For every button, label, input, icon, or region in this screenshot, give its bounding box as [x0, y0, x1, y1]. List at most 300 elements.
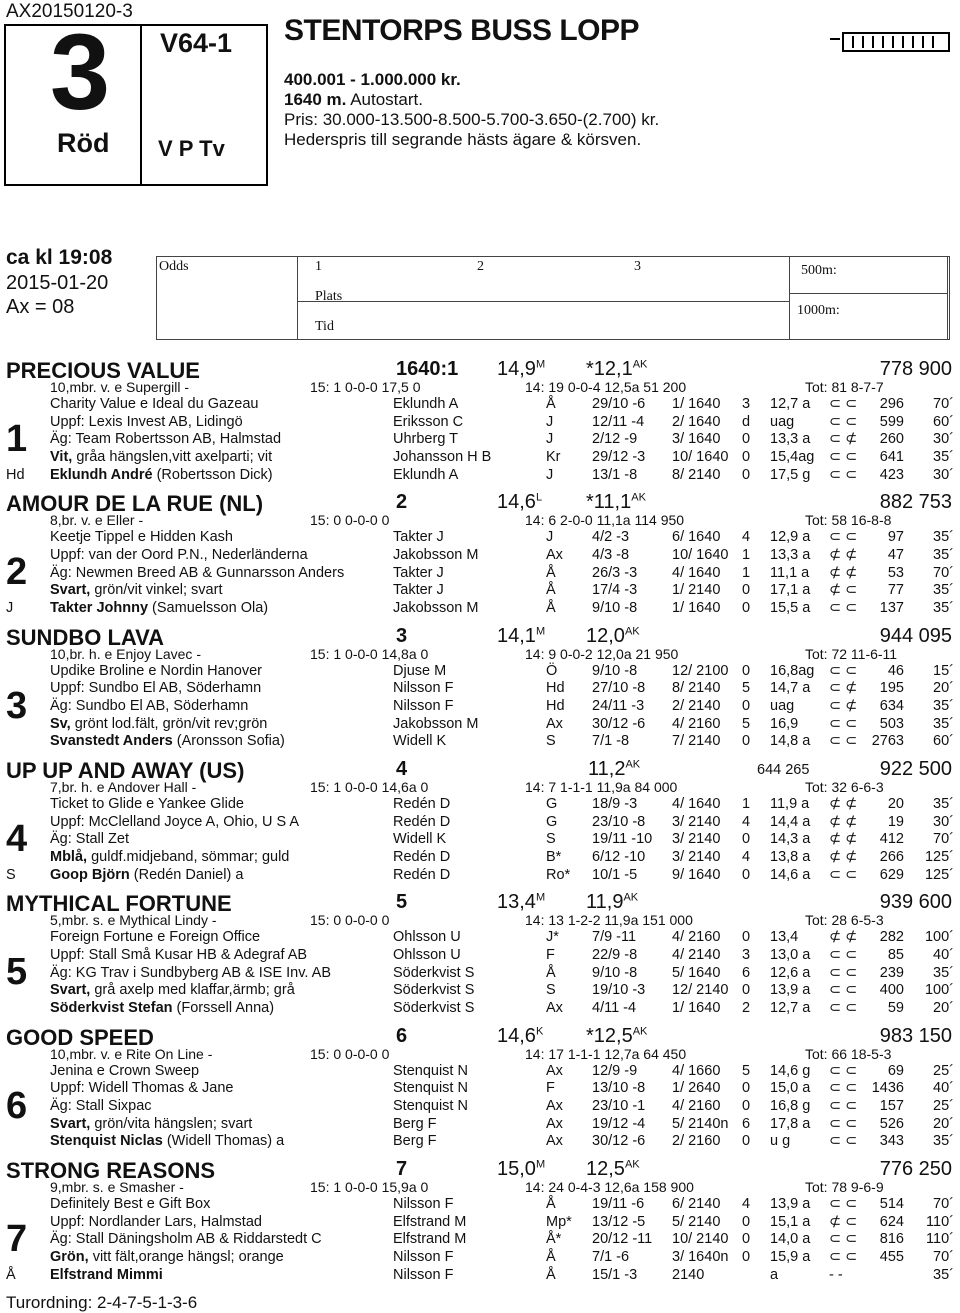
odds-value: 514: [879, 1195, 904, 1212]
shoe-symbols: ⊂ ⊂: [829, 662, 858, 679]
track: Ö: [546, 662, 558, 679]
prizes: Pris: 30.000-13.500-8.500-5.700-3.650-(2.700) kr.: [284, 110, 660, 129]
km-time: 13,8 a: [770, 849, 811, 865]
race-date-result: 13/12 -5: [592, 1213, 646, 1230]
stats-2015: 15: 1 0-0-0 14,8a 0: [310, 645, 429, 662]
race-date-result: 7/1 -6: [592, 1248, 630, 1265]
position-distance: 2/ 2160: [672, 1133, 721, 1150]
prize-money: 40´: [933, 946, 954, 963]
driver: Stenquist N: [393, 1097, 468, 1114]
start-position: 0: [742, 929, 751, 946]
line-text: guldf.midjeband, sömmar; guld: [87, 849, 290, 865]
start-position: 0: [742, 466, 751, 483]
horse-detail-line: [50, 1000, 274, 1016]
horse-number: 3: [396, 624, 408, 647]
record-type-ak: AK: [632, 1024, 648, 1037]
prize-money: 125´: [924, 866, 954, 883]
shoe-symbols: ⊄ ⊄: [829, 831, 858, 848]
prize-money: 60´: [933, 733, 954, 750]
km-time: 16,8 g: [770, 1097, 811, 1114]
record-type-ak: AK: [624, 624, 640, 637]
odds-value: 412: [879, 831, 904, 848]
horse-number: 4: [396, 757, 408, 780]
record-time: 14,6: [497, 1024, 536, 1047]
driver: Söderkvist S: [393, 1000, 475, 1016]
prize-money: 35´: [933, 964, 954, 981]
race-time: ca kl 19:08: [6, 246, 113, 269]
horse-detail-line: [50, 680, 261, 696]
record-time-ak: 11,9: [586, 891, 624, 914]
odds-value: 260: [879, 431, 904, 448]
shoe-symbols: ⊂ ⊂: [829, 982, 858, 999]
horse-detail-line: [50, 582, 222, 598]
shoe-symbols: - -: [829, 1266, 843, 1283]
prize-money: 20´: [933, 1000, 954, 1016]
horse-detail-line: [50, 1080, 233, 1096]
split-500m-label: 500m:: [801, 263, 837, 278]
km-time: 11,9 a: [770, 795, 810, 812]
prize-money: 60´: [933, 413, 954, 430]
track: Å: [546, 964, 556, 981]
odds-value: 455: [879, 1248, 904, 1265]
horse-info: 10,br. h. e Enjoy Lavec -: [50, 645, 201, 662]
start-position: 5: [742, 680, 751, 697]
start-position: 0: [742, 698, 751, 714]
shoe-symbols: ⊂ ⊂: [829, 715, 858, 732]
purse-range: 400.001 - 1.000.000 kr.: [284, 70, 461, 89]
prize-money: 35´: [933, 600, 954, 617]
stats-2014: 14: 19 0-0-4 12,5a 51 200: [525, 379, 687, 395]
horse-record-autostart: [586, 1025, 647, 1048]
prize-money: 20´: [933, 680, 954, 697]
track: Hd: [546, 698, 565, 714]
driver: Redén D: [393, 813, 451, 830]
km-time: 17,5 g: [770, 466, 811, 483]
line-text: Uppf: Stall Små Kusar HB & Adegraf AB: [50, 946, 308, 963]
shoe-code: S: [6, 866, 16, 883]
km-time: 13,0 a: [770, 946, 811, 963]
horse-detail-line: [50, 698, 248, 714]
horse-info: 10,mbr. v. e Rite On Line -: [50, 1045, 213, 1062]
horse-detail-line: [50, 867, 243, 883]
start-position: 0: [742, 1213, 751, 1230]
odds-value: 634: [879, 698, 904, 714]
position-distance: 5/ 2140: [672, 1213, 721, 1230]
race-title: STENTORPS BUSS LOPP: [284, 14, 640, 47]
prize-money: 35´: [933, 449, 954, 466]
odds-value: 85: [887, 946, 904, 963]
km-time: 17,1 a: [770, 582, 811, 599]
stats-total: Tot: 78 9-6-9: [805, 1178, 884, 1195]
position-distance: 4/ 1640: [672, 564, 721, 581]
odds-value: 400: [879, 982, 904, 999]
position-distance: 10/ 1640: [672, 547, 729, 563]
track: J: [546, 431, 554, 448]
total-earnings: 776 250: [879, 1157, 952, 1180]
odds-value: 59: [887, 1000, 904, 1016]
position-distance: 9/ 1640: [672, 866, 721, 883]
odds-value: 1436: [871, 1080, 904, 1097]
position-distance: 4/ 2160: [672, 715, 721, 732]
odds-value: 423: [879, 466, 904, 483]
odds-value: 282: [879, 929, 904, 946]
stats-2014: 14: 24 0-4-3 12,6a 158 900: [525, 1178, 694, 1195]
odds-value: 157: [879, 1097, 904, 1114]
race-date: 2015-01-20: [6, 272, 109, 294]
position-distance: 4/ 1660: [672, 1062, 721, 1079]
prize-money: 15´: [933, 662, 954, 679]
prize-money: 35´: [933, 529, 954, 546]
position-distance: 3/ 1640n: [672, 1248, 729, 1265]
horse-detail-line: [50, 1214, 262, 1230]
line-text: Uppf: Lexis Invest AB, Lidingö: [50, 413, 243, 430]
track: Å: [546, 396, 556, 412]
driver: Stenquist N: [393, 1062, 468, 1079]
odds-value: 195: [879, 680, 904, 697]
tid-label: Tid: [315, 319, 334, 334]
driver: Johansson H B: [393, 449, 492, 466]
line-bold-text: Svanstedt Anders: [50, 733, 173, 750]
odds-value: 266: [879, 849, 904, 865]
start-position: 2: [742, 1000, 751, 1016]
record-type: K: [535, 1024, 544, 1037]
race-date-result: 27/10 -8: [592, 680, 646, 697]
line-text: Definitely Best e Gift Box: [50, 1195, 211, 1212]
line-text: grön/vit vinkel; svart: [90, 582, 223, 599]
odds-value: 526: [879, 1115, 904, 1132]
line-text: Äg: Team Robertsson AB, Halmstad: [50, 431, 282, 448]
post-number: 3: [6, 684, 28, 727]
position-distance: 4/ 1640: [672, 795, 721, 812]
line-text: Äg: Stall Däningsholm AB & Riddarstedt C: [50, 1231, 322, 1248]
driver: Nilsson F: [393, 680, 454, 697]
line-text: Äg: Stall Zet: [50, 831, 129, 848]
shoe-symbols: ⊄ ⊂: [829, 582, 858, 599]
horse-record-autostart: [586, 625, 640, 648]
start-position: 0: [742, 1097, 751, 1114]
odds-value: 239: [879, 964, 904, 981]
horse-number: 7: [396, 1157, 408, 1180]
position-distance: 1/ 1640: [672, 600, 721, 617]
km-time: 13,3 a: [770, 431, 811, 448]
line-text: (Aronsson Sofia): [172, 733, 285, 750]
odds-col-1: 1: [315, 259, 322, 274]
horse-detail-line: [50, 1098, 152, 1114]
line-text: Keetje Tippel e Hidden Kash: [50, 529, 233, 546]
horse-record-autostart: [586, 891, 638, 914]
shoe-symbols: ⊄ ⊄: [829, 547, 858, 563]
km-time: 11,1 a: [770, 564, 810, 581]
km-time: 14,7 a: [770, 680, 811, 697]
line-bold-text: Svart,: [50, 1115, 91, 1132]
shoe-symbols: ⊂ ⊂: [829, 529, 858, 546]
driver: Söderkvist S: [393, 982, 475, 999]
odds-value: 599: [879, 413, 904, 430]
shoe-symbols: ⊂ ⊂: [829, 396, 858, 412]
position-distance: 2/ 2140: [672, 698, 721, 714]
km-time: u g: [770, 1133, 791, 1150]
driver: Berg F: [393, 1115, 437, 1132]
odds-notes-box: [156, 256, 950, 340]
odds-value: 641: [879, 449, 904, 466]
record-type-ak: AK: [632, 358, 648, 371]
driver: Jakobsson M: [393, 715, 479, 732]
track: Å*: [546, 1231, 562, 1248]
horse-detail-line: [50, 1133, 284, 1149]
km-time: a: [770, 1266, 779, 1283]
line-bold-text: Goop Björn: [50, 866, 130, 883]
horse-record: [497, 891, 545, 914]
shoe-symbols: ⊂ ⊂: [829, 1000, 858, 1016]
record-type-ak: AK: [623, 891, 639, 904]
shoe-symbols: ⊂ ⊂: [829, 964, 858, 981]
track: Ro*: [546, 866, 571, 883]
horse-detail-line: [50, 600, 268, 616]
horse-detail-line: [50, 814, 299, 830]
record-time: 14,1: [497, 624, 536, 647]
position-distance: 6/ 2140: [672, 1195, 721, 1212]
km-time: 13,4: [770, 929, 799, 946]
km-time: 16,9: [770, 715, 799, 732]
shoe-symbols: ⊂ ⊂: [829, 466, 858, 483]
line-bold-text: Sv,: [50, 715, 71, 732]
horse-record-autostart: [586, 1158, 640, 1181]
prize-money: 100´: [924, 982, 954, 999]
km-time: 14,3 a: [770, 831, 811, 848]
line-text: grönt lod.fält, grön/vit rev;grön: [70, 715, 268, 732]
race-date-result: 19/12 -4: [592, 1115, 646, 1132]
track: Ax: [546, 1115, 563, 1132]
total-earnings: 922 500: [879, 757, 952, 780]
race-date-result: 20/12 -11: [592, 1231, 653, 1248]
position-distance: 6/ 1640: [672, 529, 721, 546]
stats-2015: 15: 0 0-0-0 0: [310, 912, 390, 929]
shoe-symbols: ⊂ ⊄: [829, 680, 858, 697]
horse-record-autostart: [586, 358, 647, 381]
record-time: 13,4: [497, 891, 536, 914]
position-distance: 12/ 2140: [672, 982, 729, 999]
line-text: Uppf: van der Oord P.N., Nederländerna: [50, 547, 308, 563]
stats-total: Tot: 66 18-5-3: [805, 1045, 892, 1062]
race-date-result: 9/10 -8: [592, 964, 638, 981]
horse-detail-line: [50, 796, 244, 812]
post-number: 2: [6, 551, 28, 594]
record-type: M: [535, 624, 546, 637]
track: Kr: [546, 449, 561, 466]
line-text: gråa hängslen,vitt axelparti; vit: [72, 449, 273, 466]
prize-money: 30´: [933, 813, 954, 830]
track: Mp*: [546, 1213, 572, 1230]
horse-detail-line: [50, 1116, 252, 1132]
race-date-result: 2/12 -9: [592, 431, 638, 448]
horse-record: [497, 625, 545, 648]
horse-number: 5: [396, 891, 408, 914]
prize-money: 110´: [926, 1231, 954, 1248]
odds-value: 296: [879, 396, 904, 412]
odds-value: 503: [879, 715, 904, 732]
race-date-result: 23/10 -8: [592, 813, 646, 830]
horse-name: GOOD SPEED: [6, 1024, 154, 1050]
driver: Elfstrand M: [393, 1231, 467, 1248]
start-position: 0: [742, 1080, 751, 1097]
stats-2014: 14: 13 1-2-2 11,9a 151 000: [525, 912, 693, 929]
position-distance: 3/ 1640: [672, 431, 721, 448]
track: G: [546, 813, 558, 830]
position-distance: 10/ 1640: [672, 449, 729, 466]
prize-money: 25´: [933, 1097, 954, 1114]
line-text: grön/vita hängslen; svart: [90, 1115, 253, 1132]
bus-logo-icon: [842, 32, 950, 52]
stats-2015: 15: 0 0-0-0 0: [310, 512, 390, 529]
horse-detail-line: [50, 1196, 210, 1212]
shoe-symbols: ⊂ ⊂: [829, 866, 858, 883]
km-time: 14,6 a: [770, 866, 811, 883]
km-time: uag: [770, 698, 795, 714]
line-bold-text: Grön,: [50, 1248, 89, 1265]
line-text: Uppf: Widell Thomas & Jane: [50, 1080, 234, 1097]
total-earnings: 939 600: [879, 891, 952, 914]
line-bold-text: Mblå,: [50, 849, 88, 865]
odds-col-2: 2: [477, 259, 484, 274]
race-date-result: 15/1 -3: [592, 1266, 638, 1283]
stats-total: Tot: 72 11-6-11: [805, 645, 898, 662]
start-position: 4: [742, 813, 751, 830]
race-date-result: 6/12 -10: [592, 849, 646, 865]
horse-info: 7,br. h. e Andover Hall -: [50, 778, 197, 795]
prize-money: 35´: [933, 1133, 954, 1150]
track: Ax: [546, 1097, 563, 1114]
position-distance: 1/ 1640: [672, 396, 721, 412]
start-position: 4: [742, 849, 751, 865]
horse-detail-line: [50, 982, 295, 998]
driver: Djuse M: [393, 662, 447, 679]
km-time: 12,6 a: [770, 964, 811, 981]
line-text: Uppf: Sundbo El AB, Söderhamn: [50, 680, 262, 697]
horse-detail-line: [50, 467, 273, 483]
shoe-symbols: ⊄ ⊄: [829, 813, 858, 830]
driver: Jakobsson M: [393, 547, 479, 563]
race-date-result: 9/10 -8: [592, 662, 638, 679]
km-time: 13,3 a: [770, 547, 811, 563]
prize-money: 35´: [933, 715, 954, 732]
earnings-year: 644 265: [757, 761, 810, 778]
odds-value: 137: [879, 600, 904, 617]
line-text: Ticket to Glide e Yankee Glide: [50, 795, 244, 812]
position-distance: 3/ 2140: [672, 831, 721, 848]
line-bold-text: Svart,: [50, 982, 91, 999]
horse-info: 5,mbr. s. e Mythical Lindy -: [50, 912, 217, 929]
driver: Nilsson F: [393, 1266, 454, 1283]
start-position: 0: [742, 582, 751, 599]
km-time: 15,4ag: [770, 449, 815, 466]
race-date-result: 10/1 -5: [592, 866, 638, 883]
horse-name: SUNDBO LAVA: [6, 624, 165, 650]
horse-detail-line: [50, 1267, 163, 1283]
km-time: 14,0 a: [770, 1231, 811, 1248]
position-distance: 4/ 2160: [672, 929, 721, 946]
position-distance: 2/ 1640: [672, 413, 721, 430]
driver: Nilsson F: [393, 1195, 454, 1212]
record-type-ak: AK: [624, 1158, 640, 1171]
line-text: Uppf: McClelland Joyce A, Ohio, U S A: [50, 813, 300, 830]
line-bold-text: Svart,: [50, 582, 91, 599]
record-type: M: [535, 358, 546, 371]
driver: Elfstrand M: [393, 1213, 467, 1230]
odds-value: 53: [887, 564, 904, 581]
odds-value: 69: [887, 1062, 904, 1079]
record-time: 15,0: [497, 1157, 536, 1180]
stats-2014: 14: 6 2-0-0 11,1a 114 950: [525, 512, 685, 529]
track: J*: [546, 929, 559, 946]
odds-value: 2763: [871, 733, 904, 750]
shoe-symbols: ⊂ ⊂: [829, 1248, 858, 1265]
start-position: 0: [742, 866, 751, 883]
start-type: Autostart.: [350, 90, 423, 109]
prize-money: 35´: [933, 795, 954, 812]
total-earnings: 944 095: [879, 624, 952, 647]
driver: Ohlsson U: [393, 946, 461, 963]
line-text: Äg: Sundbo El AB, Söderhamn: [50, 698, 249, 714]
km-time: 13,9 a: [770, 982, 811, 999]
driver: Takter J: [393, 529, 444, 546]
shoe-symbols: ⊄ ⊄: [829, 564, 858, 581]
km-time: 14,8 a: [770, 733, 811, 750]
km-time: 16,8ag: [770, 662, 815, 679]
start-position: 3: [742, 396, 751, 412]
line-text: (Samuelsson Ola): [148, 600, 269, 617]
race-date-result: 29/10 -6: [592, 396, 646, 412]
km-time: 17,8 a: [770, 1115, 811, 1132]
track: B*: [546, 849, 562, 865]
position-distance: 10/ 2140: [672, 1231, 729, 1248]
horse-name: MYTHICAL FORTUNE: [6, 891, 232, 917]
track: Å: [546, 582, 556, 599]
stats-2015: 15: 1 0-0-0 15,9a 0: [310, 1178, 429, 1195]
driver: Eriksson C: [393, 413, 464, 430]
horse-detail-line: [50, 547, 308, 563]
position-distance: 4/ 2140: [672, 946, 721, 963]
driver: Widell K: [393, 733, 447, 750]
race-date-result: 13/1 -8: [592, 466, 638, 483]
odds-label: Odds: [159, 259, 189, 274]
horse-record: [497, 1025, 543, 1048]
total-earnings: 983 150: [879, 1024, 952, 1047]
shoe-code: Hd: [6, 466, 25, 483]
odds-value: 20: [887, 795, 904, 812]
prize-money: 70´: [933, 1248, 954, 1265]
record-time: 14,9: [497, 358, 536, 380]
track: J: [546, 529, 554, 546]
horse-detail-line: [50, 396, 259, 412]
total-earnings: 882 753: [879, 491, 952, 514]
race-date-result: 12/11 -4: [592, 413, 645, 430]
odds-value: 343: [879, 1133, 904, 1150]
stats-2015: 15: 0 0-0-0 0: [310, 1045, 390, 1062]
odds-value: 624: [879, 1213, 904, 1230]
record-type: L: [535, 491, 543, 504]
horse-number: 2: [396, 491, 408, 514]
km-time: 14,4 a: [770, 813, 811, 830]
horse-info: 10,mbr. v. e Supergill -: [50, 379, 190, 395]
line-text: vitt fält,orange hängsl; orange: [88, 1248, 284, 1265]
start-position: 0: [742, 600, 751, 617]
race-date-result: 18/9 -3: [592, 795, 638, 812]
horse-name: UP UP AND AWAY (US): [6, 757, 245, 783]
race-date-result: 4/3 -8: [592, 547, 630, 563]
shoe-code: J: [6, 600, 14, 617]
stats-total: Tot: 28 6-5-3: [805, 912, 884, 929]
horse-detail-line: [50, 663, 262, 679]
